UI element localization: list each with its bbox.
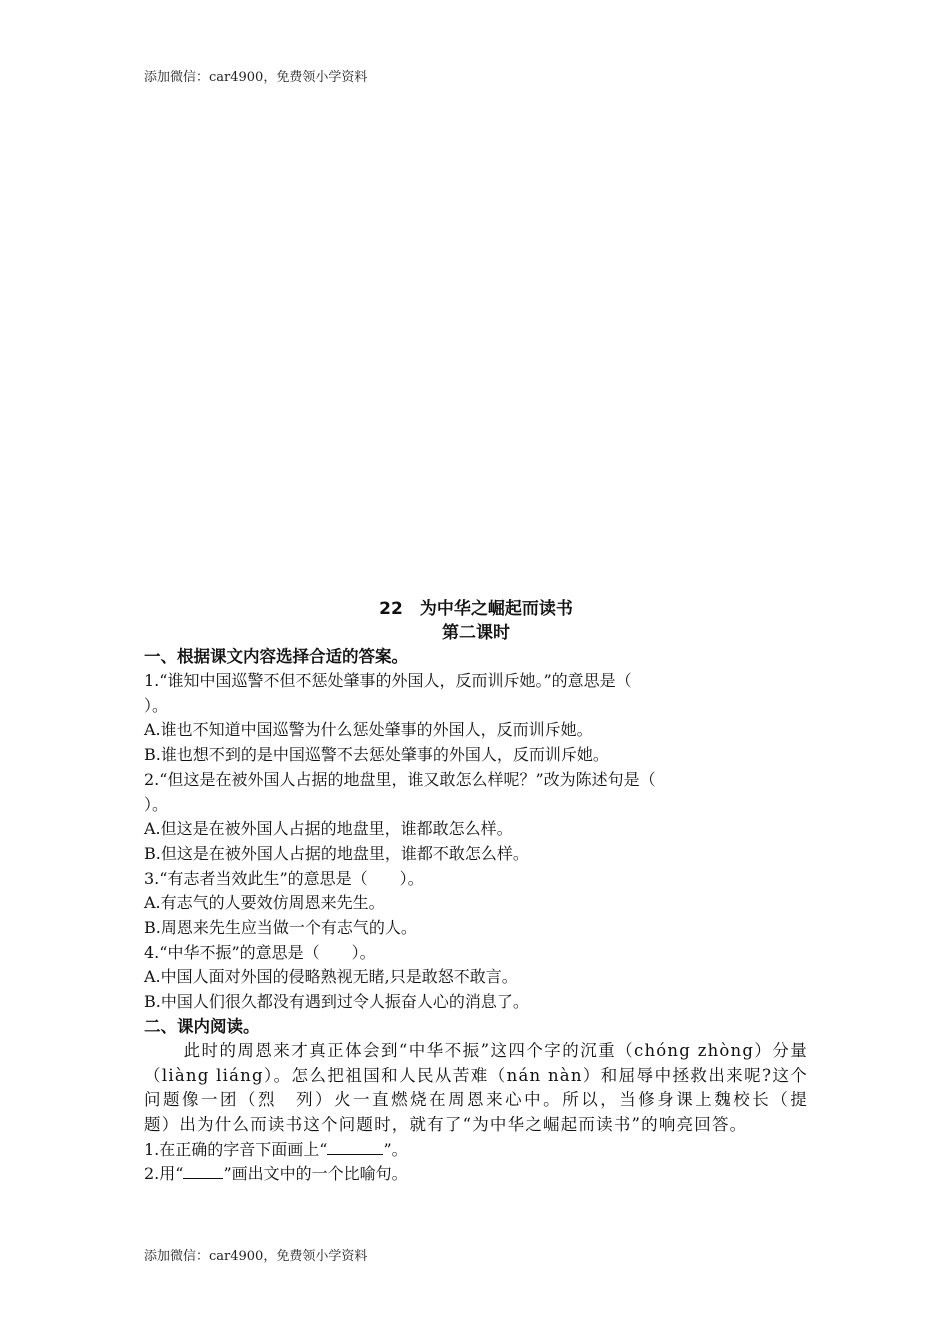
lesson-title: 22 为中华之崛起而读书 [379, 599, 573, 619]
reading-question-1-end: ”。 [383, 1139, 408, 1159]
question-1-option-a: A.谁也不知道中国巡警为什么惩处肇事的外国人，反而训斥她。 [144, 720, 593, 740]
page-footer-note: 添加微信：car4900，免费领小学资料 [144, 1249, 368, 1264]
question-3-option-a: A.有志气的人要效仿周恩来先生。 [144, 893, 385, 913]
question-2-option-b: B.但这是在被外国人占据的地盘里，谁都不敢怎么样。 [144, 843, 529, 863]
question-3: 3.“有志者当效此生”的意思是（ ）。 [144, 868, 424, 888]
reading-question-2 [144, 1162, 808, 1187]
underline-sample [327, 1140, 383, 1155]
question-2-end: ）。 [144, 794, 169, 814]
question-1-option-b: B.谁也想不到的是中国巡警不去惩处肇事的外国人，反而训斥她。 [144, 745, 609, 765]
page-header-note: 添加微信：car4900，免费领小学资料 [144, 70, 368, 85]
worksheet-content [144, 597, 826, 1187]
section-heading-2: 二、课内阅读。 [144, 1016, 260, 1036]
question-1: 1.“谁知中国巡警不但不惩处肇事的外国人，反而训斥她。”的意思是（ [144, 671, 632, 690]
reading-question-1 [144, 1138, 808, 1163]
question-2-option-a: A.但这是在被外国人占据的地盘里，谁都敢怎么样。 [144, 819, 513, 839]
question-4-option-a: A.中国人面对外国的侵略熟视无睹,只是敢怒不敢言。 [144, 967, 518, 987]
lesson-subtitle: 第二课时 [442, 623, 510, 643]
underline-sample-2 [183, 1164, 223, 1179]
question-2: 2.“但这是在被外国人占据的地盘里，谁又敢怎么样呢？”改为陈述句是（ [144, 769, 656, 789]
reading-question-2-end: ”画出文中的一个比喻句。 [223, 1164, 408, 1184]
question-3-option-b: B.周恩来先生应当做一个有志气的人。 [144, 918, 417, 938]
reading-question-1-text: 1.在正确的字音下面画上“ [144, 1139, 328, 1159]
question-4-option-b: B.中国人们很久都没有遇到过令人振奋人心的消息了。 [144, 992, 529, 1012]
reading-passage: 此时的周恩来才真正体会到“中华不振”这四个字的沉重（chóng zhòng）分量（liàng liáng）。怎么把祖国和人民从苦难（nán nàn）和屈辱中拯救出来呢?这个问题像一团（烈 列）火一直燃烧在周恩来心中。所以，当修身课上魏校长（提 题）出为什么而读书这个问题时，就有了“为中华之崛起而读书”的响亮回答。 [144, 1040, 826, 1134]
reading-question-2-text: 2.用“ [144, 1164, 184, 1184]
section-heading-1: 一、根据课文内容选择合适的答案。 [144, 647, 408, 666]
question-1-end: ）。 [144, 695, 169, 715]
question-4: 4.“中华不振”的意思是（ ）。 [144, 942, 376, 962]
